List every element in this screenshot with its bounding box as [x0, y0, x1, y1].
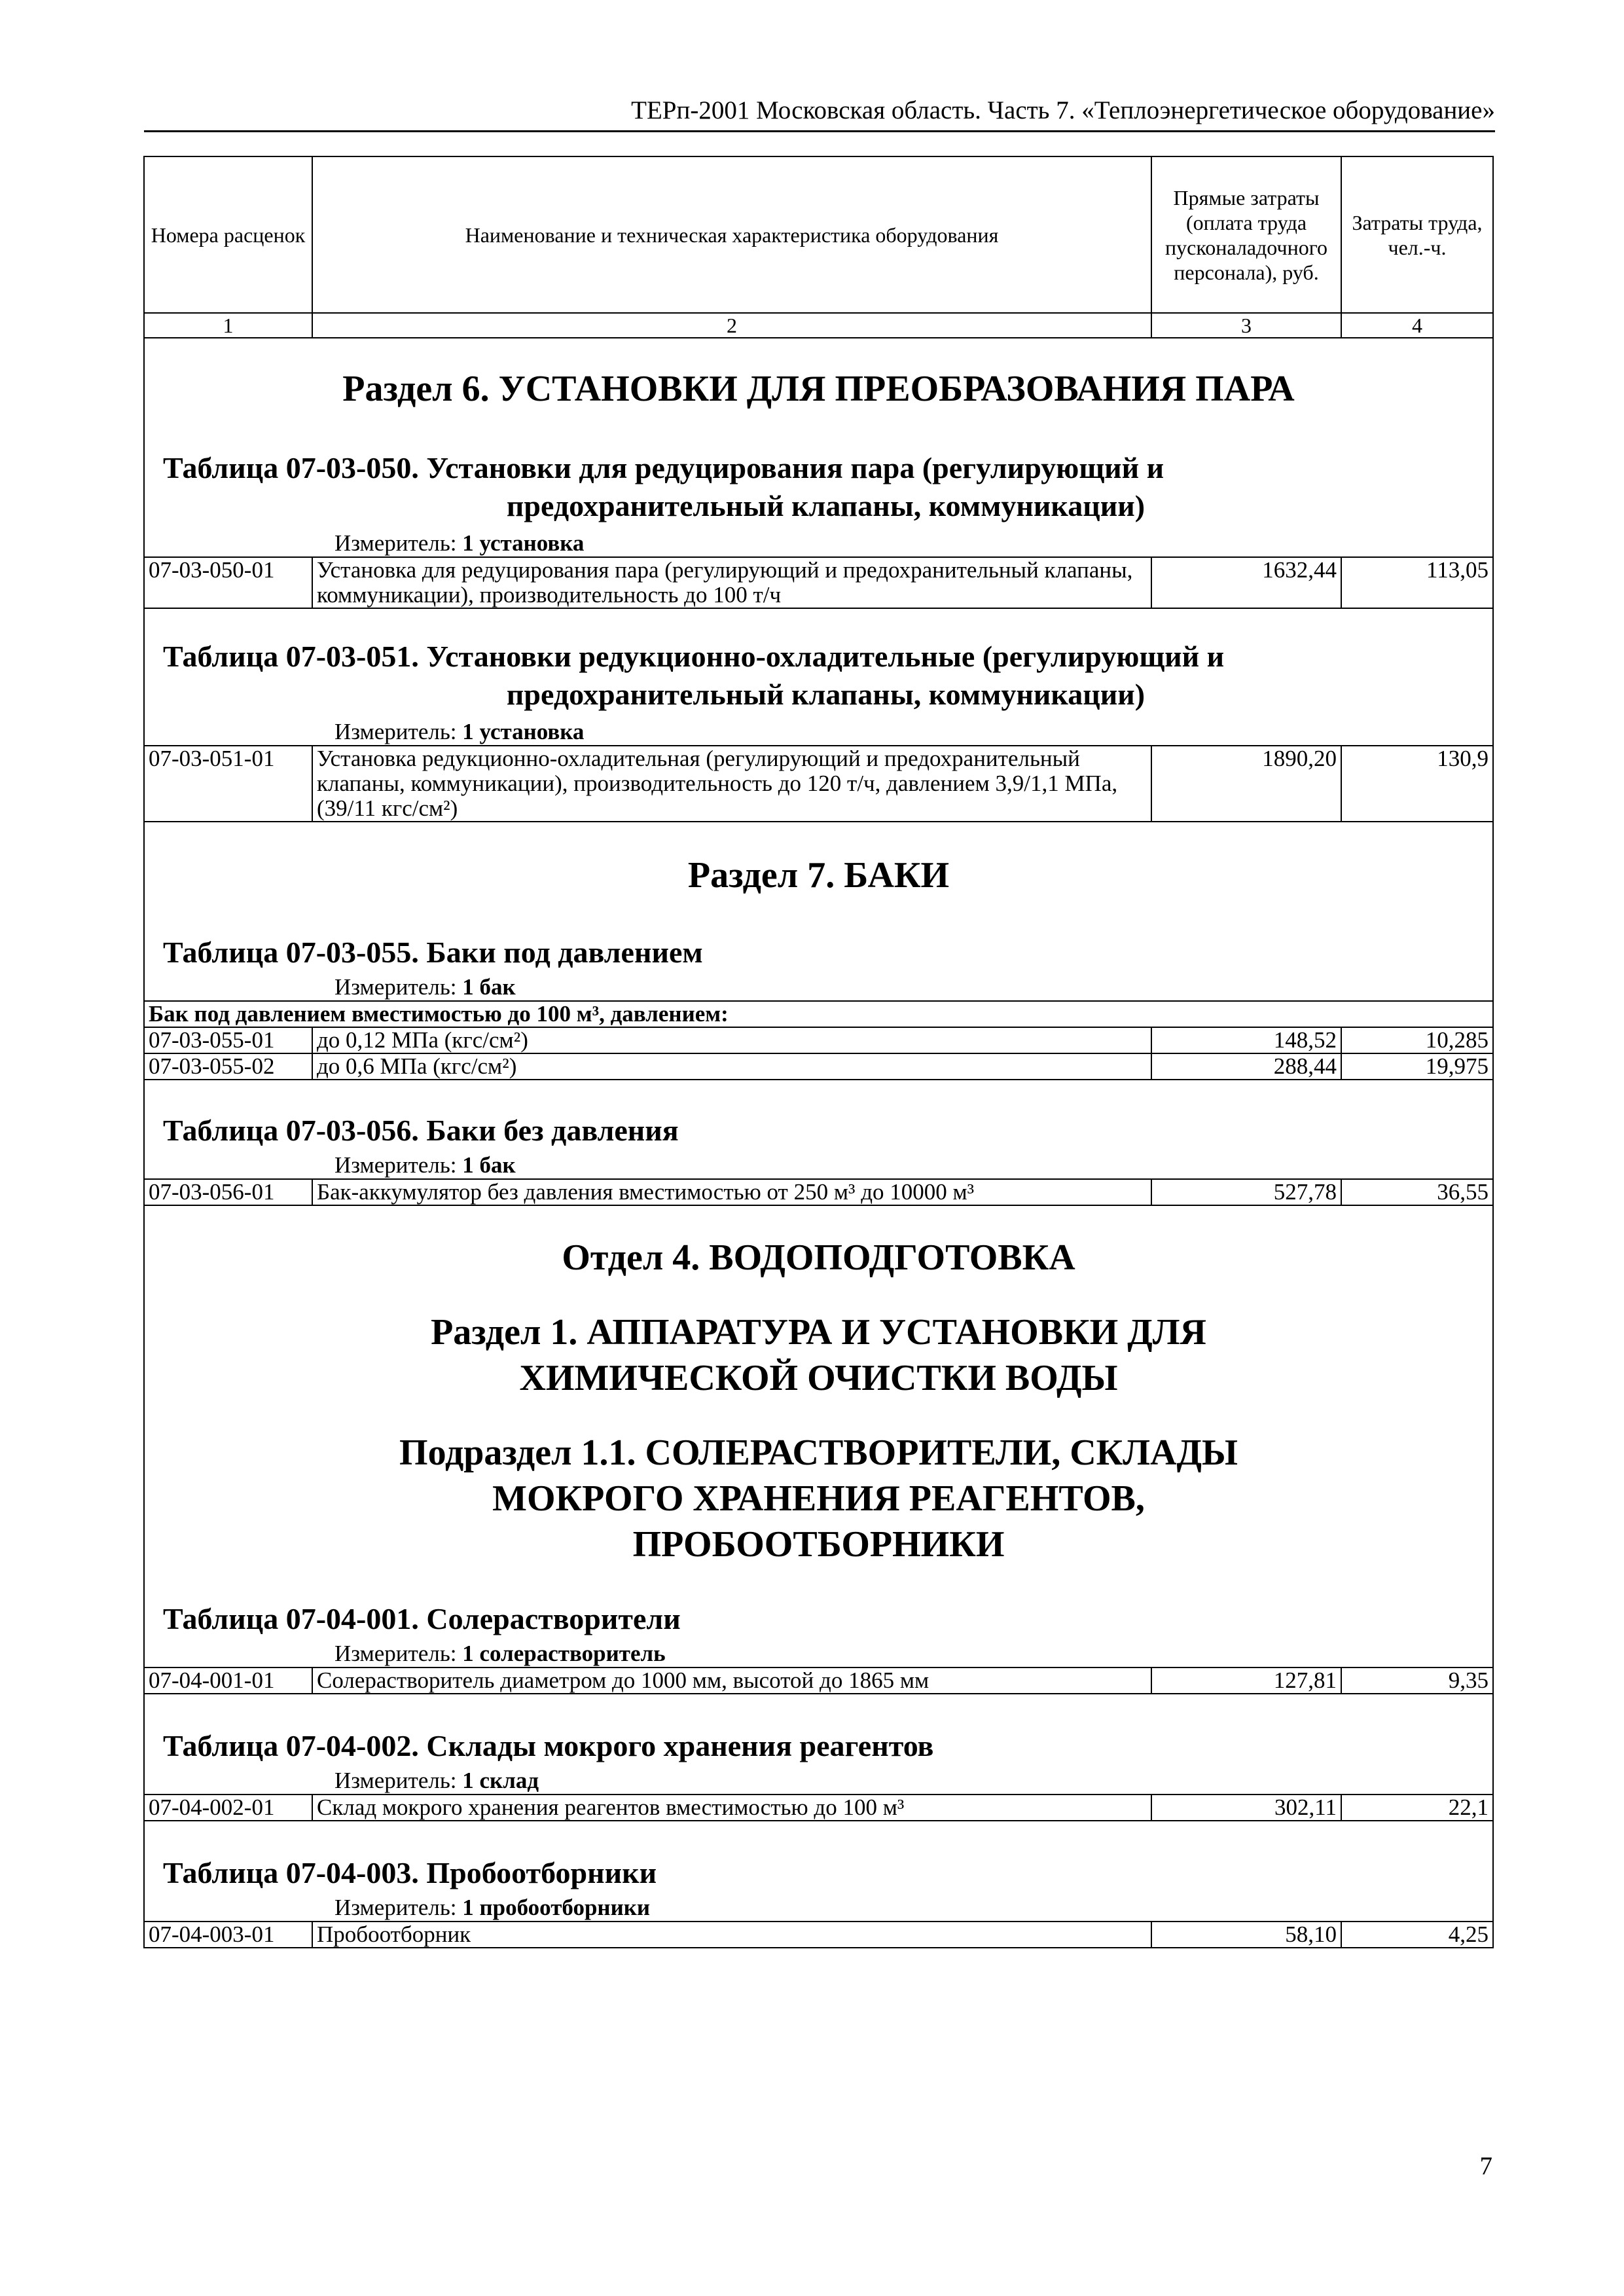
page-number: 7	[1479, 2152, 1492, 2180]
rate-cost: 127,81	[1151, 1667, 1341, 1694]
section-heading: Раздел 7. БАКИ	[687, 855, 950, 896]
rate-labor: 22,1	[1341, 1795, 1493, 1821]
heading-block	[144, 608, 1493, 746]
rate-cost: 302,11	[1151, 1795, 1341, 1821]
table-row	[144, 1027, 1493, 1053]
rate-name: до 0,6 МПа (кгс/см²)	[312, 1053, 1151, 1080]
rate-cost: 148,52	[1151, 1027, 1341, 1053]
measure-unit: 1 склад	[462, 1768, 539, 1793]
rate-name: Склад мокрого хранения реагентов вместимостью до 100 м³	[312, 1795, 1151, 1821]
rate-name: Пробоотборник	[312, 1922, 1151, 1948]
rate-cost: 58,10	[1151, 1922, 1341, 1948]
tank-subheader: Бак под давлением вместимостью до 100 м³, давлением:	[144, 1001, 1493, 1027]
heading-block	[144, 1205, 1493, 1667]
col-header-codes: Номера расценок	[144, 156, 312, 313]
measure-label: Измеритель:	[334, 1895, 457, 1920]
table-row	[144, 1667, 1493, 1694]
rate-code: 07-03-051-01	[144, 746, 312, 822]
section-heading: Раздел 6. УСТАНОВКИ ДЛЯ ПРЕОБРАЗОВАНИЯ ПАРА	[342, 369, 1295, 409]
table-title-line-1: Таблица 07-03-051. Установки редукционно-охладительные (регулирующий и	[163, 640, 1225, 673]
measure-line	[149, 1892, 1489, 1921]
rate-name: Установка редукционно-охладительная (регулирующий и предохранительный клапаны, коммуникации), производительность до 120 т/ч, давлением 3,9/1,1 МПа, (39/11 кгс/см²)	[312, 746, 1151, 822]
rate-cost: 288,44	[1151, 1053, 1341, 1080]
col-number-1: 1	[144, 313, 312, 338]
table-title	[149, 449, 1489, 525]
running-title: ТЕРп-2001 Московская область. Часть 7. «Теплоэнергетическое оборудование»	[631, 96, 1495, 124]
table-title-line-2: предохранительный клапаны, коммуникации)	[506, 678, 1146, 711]
measure-unit: 1 установка	[462, 530, 585, 556]
table-title	[149, 638, 1489, 714]
table-row	[144, 1922, 1493, 1948]
rate-labor: 113,05	[1341, 557, 1493, 608]
rate-code: 07-03-055-01	[144, 1027, 312, 1053]
rate-name: Установка для редуцирования пара (регулирующий и предохранительный клапаны, коммуникации), производительность до 100 т/ч	[312, 557, 1151, 608]
table-row	[144, 1795, 1493, 1821]
rate-code: 07-03-056-01	[144, 1179, 312, 1205]
table-title: Таблица 07-04-001. Солерастворители	[163, 1602, 681, 1635]
measure-label: Измеритель:	[334, 974, 457, 1000]
rate-labor: 9,35	[1341, 1667, 1493, 1694]
table-title: Таблица 07-03-055. Баки под давлением	[163, 936, 703, 969]
rate-code: 07-03-050-01	[144, 557, 312, 608]
table-title-line-2: предохранительный клапаны, коммуникации)	[506, 489, 1146, 522]
table-row	[144, 1179, 1493, 1205]
col-header-direct-costs: Прямые затраты (оплата труда пусконаладочного персонала), руб.	[1151, 156, 1341, 313]
rate-name: Солерастворитель диаметром до 1000 мм, высотой до 1865 мм	[312, 1667, 1151, 1694]
measure-label: Измеритель:	[334, 1641, 457, 1666]
measure-line	[149, 1638, 1489, 1667]
table-title: Таблица 07-04-003. Пробоотборники	[163, 1856, 657, 1889]
column-number-row	[144, 313, 1493, 338]
measure-unit: 1 установка	[462, 719, 585, 744]
column-header-row	[144, 156, 1493, 313]
rate-labor: 36,55	[1341, 1179, 1493, 1205]
measure-label: Измеритель:	[334, 719, 457, 744]
rates-table	[143, 156, 1494, 1948]
measure-label: Измеритель:	[334, 530, 457, 556]
measure-line	[149, 1150, 1489, 1178]
rate-code: 07-04-003-01	[144, 1922, 312, 1948]
measure-unit: 1 бак	[462, 974, 516, 1000]
rate-code: 07-04-001-01	[144, 1667, 312, 1694]
measure-line	[149, 972, 1489, 1000]
rate-cost: 1632,44	[1151, 557, 1341, 608]
table-title: Таблица 07-03-056. Баки без давления	[163, 1114, 679, 1147]
measure-line	[149, 525, 1489, 556]
table-title-line-1: Таблица 07-03-050. Установки для редуцирования пара (регулирующий и	[163, 451, 1164, 484]
table-row	[144, 746, 1493, 822]
col-number-2: 2	[312, 313, 1151, 338]
rate-code: 07-03-055-02	[144, 1053, 312, 1080]
rate-labor: 4,25	[1341, 1922, 1493, 1948]
heading-block	[144, 1080, 1493, 1179]
rate-cost: 1890,20	[1151, 746, 1341, 822]
table-row	[144, 557, 1493, 608]
rate-labor: 130,9	[1341, 746, 1493, 822]
subsection-heading: Подраздел 1.1. СОЛЕРАСТВОРИТЕЛИ, СКЛАДЫ МОКРОГО ХРАНЕНИЯ РЕАГЕНТОВ, ПРОБООТБОРНИКИ	[399, 1432, 1238, 1565]
section-heading: Раздел 1. АППАРАТУРА И УСТАНОВКИ ДЛЯ ХИМИЧЕСКОЙ ОЧИСТКИ ВОДЫ	[431, 1312, 1206, 1398]
department-heading: Отдел 4. ВОДОПОДГОТОВКА	[562, 1237, 1075, 1278]
table-row	[144, 1053, 1493, 1080]
rate-name: до 0,12 МПа (кгс/см²)	[312, 1027, 1151, 1053]
heading-block	[144, 822, 1493, 1001]
col-header-name: Наименование и техническая характеристика оборудования	[312, 156, 1151, 313]
running-header	[144, 95, 1495, 132]
measure-unit: 1 солерастворитель	[462, 1641, 666, 1666]
rate-name: Бак-аккумулятор без давления вместимостью от 250 м³ до 10000 м³	[312, 1179, 1151, 1205]
measure-line	[149, 714, 1489, 745]
rate-labor: 19,975	[1341, 1053, 1493, 1080]
col-number-4: 4	[1341, 313, 1493, 338]
rate-code: 07-04-002-01	[144, 1795, 312, 1821]
col-number-3: 3	[1151, 313, 1341, 338]
table-title: Таблица 07-04-002. Склады мокрого хранения реагентов	[163, 1729, 934, 1762]
subheader-row	[144, 1001, 1493, 1027]
measure-unit: 1 пробоотборники	[462, 1895, 651, 1920]
measure-line	[149, 1765, 1489, 1794]
measure-unit: 1 бак	[462, 1152, 516, 1178]
heading-block	[144, 338, 1493, 557]
heading-block	[144, 1821, 1493, 1922]
measure-label: Измеритель:	[334, 1768, 457, 1793]
rate-cost: 527,78	[1151, 1179, 1341, 1205]
heading-block	[144, 1694, 1493, 1795]
col-header-labor: Затраты труда, чел.-ч.	[1341, 156, 1493, 313]
rate-labor: 10,285	[1341, 1027, 1493, 1053]
measure-label: Измеритель:	[334, 1152, 457, 1178]
